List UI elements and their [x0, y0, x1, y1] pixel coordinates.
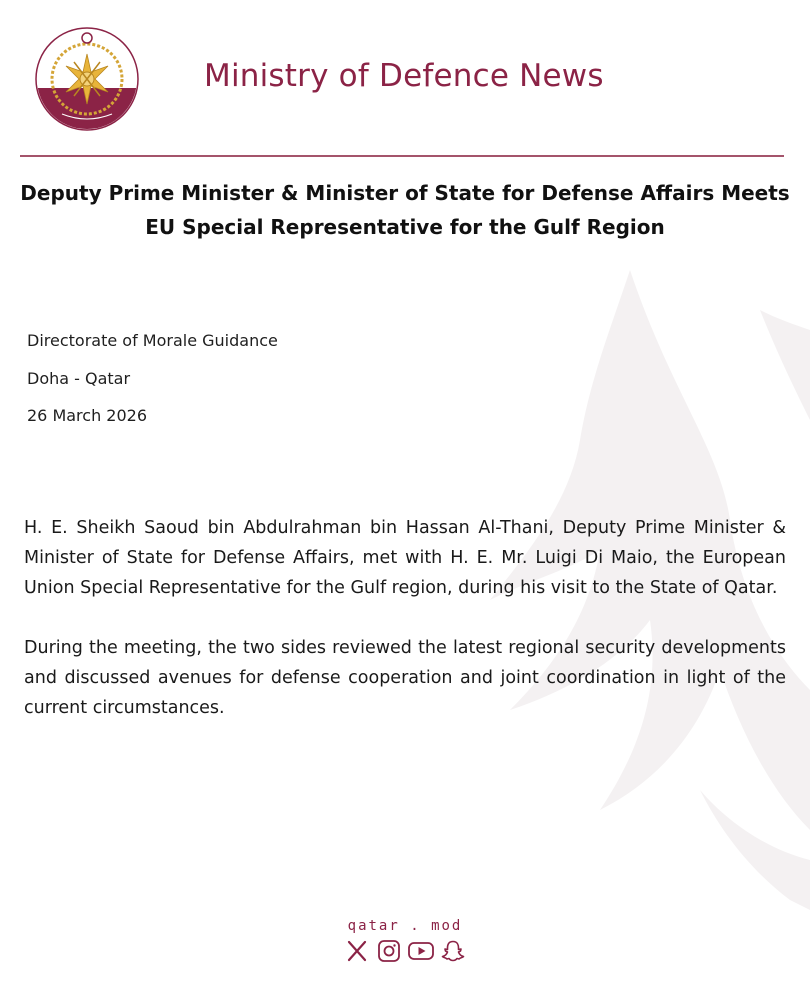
footer [330, 916, 480, 962]
instagram-icon[interactable] [376, 940, 402, 962]
youtube-icon[interactable] [408, 940, 434, 962]
article-headline: Deputy Prime Minister & Minister of State for Defense Affairs Meets EU Special Representative for the Gulf Region [20, 181, 790, 239]
article-body [24, 513, 786, 753]
ministry-emblem-logo [34, 26, 140, 132]
article-source: Directorate of Morale Guidance [27, 331, 278, 350]
article-meta [27, 329, 278, 442]
snapchat-icon[interactable] [440, 940, 466, 962]
header-divider [20, 155, 784, 157]
article-paragraph: H. E. Sheikh Saoud bin Abdulrahman bin Hassan Al-Thani, Deputy Prime Minister & Minister of State for Defense Affairs, met with H. E. Mr. Luigi Di Maio, the European Union Special Representative for the Gulf region, during his visit to the State of Qatar. [24, 518, 786, 598]
social-handle: qatar . mod [347, 918, 463, 934]
article-location: Doha - Qatar [27, 368, 131, 388]
article-paragraph: During the meeting, the two sides reviewed the latest regional security developments and discussed avenues for defense cooperation and joint coordination in light of the current circumstances. [24, 638, 786, 718]
x-icon[interactable] [344, 940, 370, 962]
masthead-title: Ministry of Defence News [204, 58, 604, 94]
social-icons [330, 940, 480, 962]
article-date: 26 March 2026 [27, 406, 148, 425]
